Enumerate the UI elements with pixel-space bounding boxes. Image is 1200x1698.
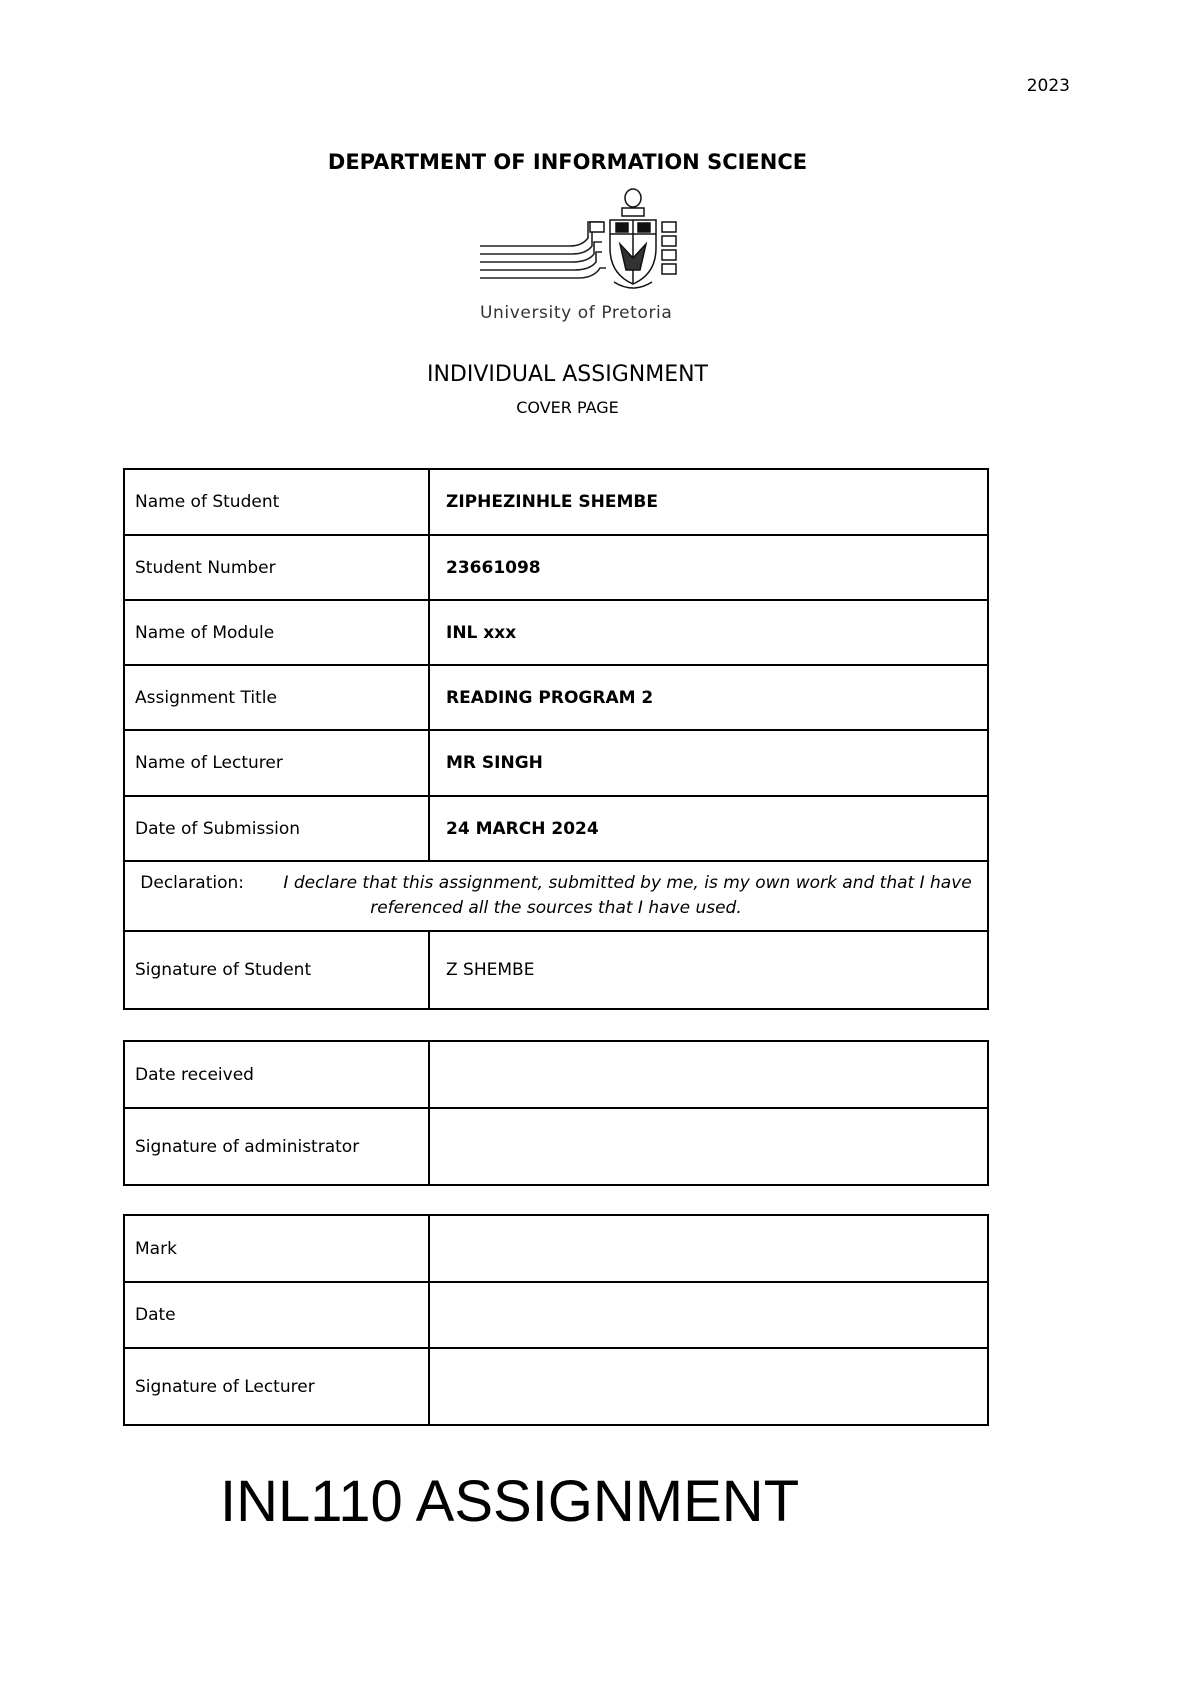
student-details-table [123, 468, 989, 1010]
mark-value [429, 1215, 988, 1282]
student-name-value: ZIPHEZINHLE SHEMBE [429, 469, 988, 535]
table-row [124, 730, 988, 796]
table-row [124, 535, 988, 600]
row-label: Signature of administrator [124, 1108, 429, 1185]
date-received-value [429, 1041, 988, 1108]
assignment-type: INDIVIDUAL ASSIGNMENT [426, 362, 708, 387]
lecturer-signature-value [429, 1348, 988, 1425]
admin-signature-value [429, 1108, 988, 1185]
table-row [124, 469, 988, 535]
admin-table [123, 1040, 989, 1186]
logo-wordmark: University of Pretoria [480, 303, 673, 323]
student-signature-value: Z SHEMBE [429, 931, 988, 1009]
table-row [124, 600, 988, 665]
footer-title: INL110 ASSIGNMENT [220, 1469, 800, 1534]
assignment-title-value: READING PROGRAM 2 [429, 665, 988, 730]
logo-stripes-icon [480, 222, 606, 278]
crest-icon [590, 189, 676, 288]
row-label: Date received [124, 1041, 429, 1108]
row-label: Date [124, 1282, 429, 1348]
lecturer-value: MR SINGH [429, 730, 988, 796]
table-row [124, 931, 988, 1009]
cover-page-label: COVER PAGE [516, 398, 619, 417]
module-value: INL xxx [429, 600, 988, 665]
row-label: Name of Lecturer [124, 730, 429, 796]
date-value [429, 1282, 988, 1348]
row-label: Student Number [124, 535, 429, 600]
department-title: DEPARTMENT OF INFORMATION SCIENCE [327, 150, 808, 174]
declaration-text: I declare that this assignment, submitted by me, is my own work and that I have referenced all the sources that I have used. [283, 873, 972, 918]
row-label: Name of Module [124, 600, 429, 665]
table-row [124, 1282, 988, 1348]
row-label: Name of Student [124, 469, 429, 535]
table-row [124, 1108, 988, 1185]
row-label: Mark [124, 1215, 429, 1282]
table-row [124, 1215, 988, 1282]
table-row [124, 1041, 988, 1108]
university-logo [478, 186, 700, 324]
table-row [124, 796, 988, 861]
lecturer-table [123, 1214, 989, 1426]
submission-date-value: 24 MARCH 2024 [429, 796, 988, 861]
declaration-cell [124, 861, 988, 931]
declaration-row [124, 861, 988, 931]
row-label: Assignment Title [124, 665, 429, 730]
year-header: 2023 [1026, 76, 1070, 96]
row-label: Signature of Student [124, 931, 429, 1009]
table-row [124, 1348, 988, 1425]
student-number-value: 23661098 [429, 535, 988, 600]
row-label: Signature of Lecturer [124, 1348, 429, 1425]
declaration-label: Declaration: [140, 873, 245, 893]
table-row [124, 665, 988, 730]
row-label: Date of Submission [124, 796, 429, 861]
